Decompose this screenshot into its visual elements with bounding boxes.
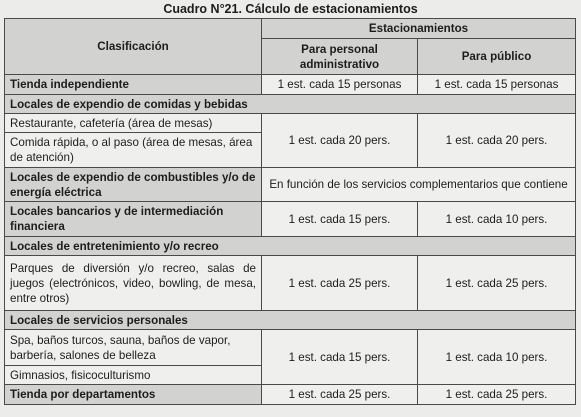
subcategory-label: Spa, baños turcos, sauna, baños de vapor, barbería, salones de belleza — [5, 330, 262, 366]
cell-publico: 1 est. cada 15 personas — [418, 75, 576, 95]
header-clasificacion: Clasificación — [5, 19, 262, 75]
subcategory-label: Gimnasios, fisicoculturismo — [5, 366, 262, 385]
cell-personal: 1 est. cada 20 pers. — [262, 114, 418, 168]
cell-personal: 1 est. cada 15 personas — [262, 75, 418, 95]
subcategory-label: Restaurante, cafetería (área de mesas) — [5, 114, 262, 133]
cell-publico: 1 est. cada 20 pers. — [418, 114, 576, 168]
cell-publico: 1 est. cada 10 pers. — [418, 330, 576, 385]
cell-publico: 1 est. cada 25 pers. — [418, 256, 576, 311]
cell-merged: En función de los servicios complementarios que contiene — [262, 168, 576, 202]
table-title: Cuadro N°21. Cálculo de estacionamientos — [163, 2, 418, 16]
cell-personal: 1 est. cada 25 pers. — [262, 256, 418, 311]
header-estacionamientos: Estacionamientos — [262, 19, 576, 39]
cell-publico: 1 est. cada 10 pers. — [418, 202, 576, 237]
row-label: Tienda independiente — [5, 75, 262, 95]
parking-table — [4, 18, 576, 405]
group-heading: Locales de entretenimiento y/o recreo — [5, 237, 576, 256]
cell-personal: 1 est. cada 15 pers. — [262, 202, 418, 237]
group-heading: Locales de expendio de comidas y bebidas — [5, 95, 576, 114]
group-heading: Locales de servicios personales — [5, 311, 576, 330]
header-personal: Para personal administrativo — [262, 39, 418, 75]
row-label: Tienda por departamentos — [5, 385, 262, 405]
row-label: Locales bancarios y de intermediación financiera — [5, 202, 262, 237]
row-label: Locales de expendio de combustibles y/o de energía eléctrica — [5, 168, 262, 202]
subcategory-label: Comida rápida, o al paso (área de mesas, área de atención) — [5, 133, 262, 168]
cell-publico: 1 est. cada 25 pers. — [418, 385, 576, 405]
cell-personal: 1 est. cada 15 pers. — [262, 330, 418, 385]
subcategory-label: Parques de diversión y/o recreo, salas de juegos (electrónicos, video, bowling, de mesa, entre otros) — [5, 256, 262, 311]
cell-personal: 1 est. cada 25 pers. — [262, 385, 418, 405]
header-publico: Para público — [418, 39, 576, 75]
